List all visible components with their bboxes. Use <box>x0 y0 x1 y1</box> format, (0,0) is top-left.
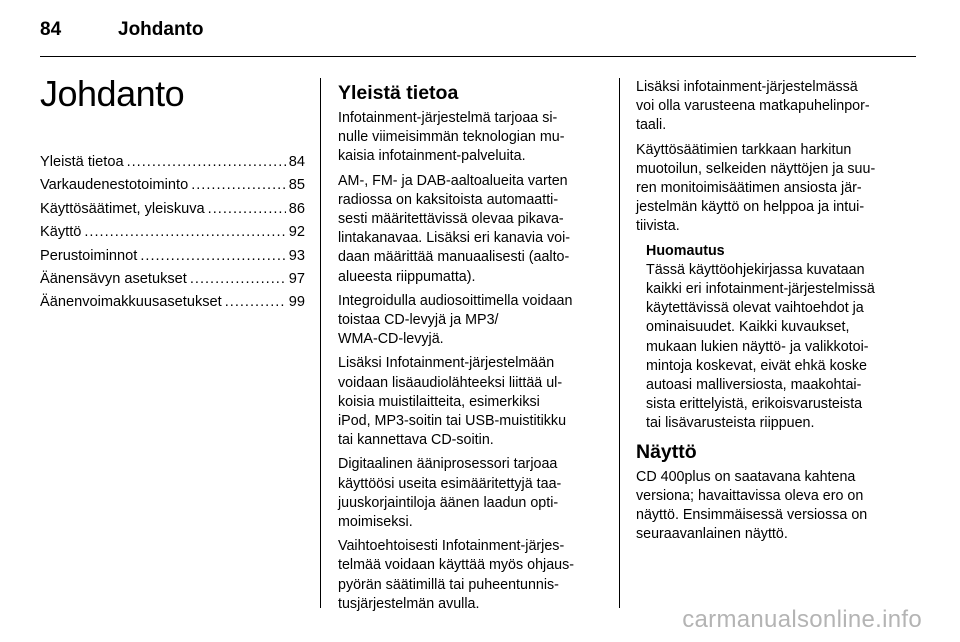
toc-leader-dots <box>225 291 286 314</box>
paragraph: Käyttösäätimien tarkkaan harkitun muotoilun, selkeiden näyttöjen ja suu- ren monitoimisäätimen ansiosta jär- jestelmän käyttö on helppoa ja intui- tiivista. <box>636 141 876 235</box>
column-rule-2 <box>619 78 620 608</box>
toc-entry-label: Käyttösäätimet, yleiskuva <box>40 200 205 217</box>
column-general-info <box>338 81 604 619</box>
toc-leader-dots <box>190 268 286 291</box>
note-title: Huomautus <box>646 242 725 259</box>
toc-entry-label: Perustoiminnot <box>40 247 138 264</box>
toc-entry[interactable] <box>40 291 305 314</box>
column-rule-1 <box>320 78 321 608</box>
paragraph: Digitaalinen ääniprosessori tarjoaa käyttöösi useita esimääritettyjä taa- juuskorjaintiloja äänen laadun opti- moimiseksi. <box>338 456 562 531</box>
toc-entry-page: 86 <box>288 200 305 217</box>
note-box <box>646 242 904 434</box>
toc-leader-dots <box>127 151 286 174</box>
toc-entry[interactable] <box>40 174 305 197</box>
note-text: Tässä käyttöohjekirjassa kuvataan kaikki eri infotainment-järjestelmissä käytettävissä olevat vaihtoehdot ja ominaisuudet. Kaikki kuvaukset, mukaan lukien näyttö- ja valikkotoi- mintoja koskevat, eivät ehkä koske autoasi malliversiosta, maakohtai- sista erittelyistä, erikoisvarusteista tai lisävarusteista riippuen. <box>646 261 875 432</box>
toc-entry-label: Varkaudenestotoiminto <box>40 177 189 194</box>
toc-leader-dots <box>84 221 285 244</box>
watermark: carmanualsonline.info <box>682 606 922 633</box>
section-heading-display: Näyttö <box>636 440 697 463</box>
paragraph: Integroidulla audiosoittimella voidaan toistaa CD-levyjä ja MP3/ WMA-CD-levyjä. <box>338 292 573 348</box>
chapter-title: Johdanto <box>40 73 185 114</box>
paragraph: Lisäksi infotainment-järjestelmässä voi olla varusteena matkapuhelinpor- taali. <box>636 79 870 134</box>
section-heading-general: Yleistä tietoa <box>338 82 459 104</box>
paragraph: AM-, FM- ja DAB-aaltoalueita varten radiossa on kaksitoista automaatti- sesti määritettävissä olevaa pikava- lintakanavaa. Lisäksi eri kanavia voi- daan määrittää manuaalisesti (aalto- alueesta riippumatta). <box>338 172 571 285</box>
toc-entry-label: Käyttö <box>40 224 82 241</box>
toc-entry[interactable] <box>40 151 305 174</box>
running-title: Johdanto <box>118 19 204 40</box>
toc-leader-dots <box>140 245 285 268</box>
paragraph: Lisäksi Infotainment-järjestelmään voidaan lisäaudiolähteeksi liittää ul- koisia muistilaitteita, esimerkiksi iPod, MP3-soitin tai USB-muistitikku tai kannettava CD-soitin. <box>338 355 567 449</box>
header-rule <box>40 56 916 57</box>
toc-entry-label: Äänensävyn asetukset <box>40 271 187 288</box>
page-number: 84 <box>40 19 62 40</box>
toc-entry[interactable] <box>40 198 305 221</box>
toc-leader-dots <box>191 174 286 197</box>
toc-entry-page: 92 <box>288 224 305 241</box>
toc-entry-page: 99 <box>288 294 305 311</box>
toc-entry-page: 93 <box>288 247 305 264</box>
paragraph: Vaihtoehtoisesti Infotainment-järjes- telmää voidaan käyttää myös ohjaus- pyörän säätimillä tai puheentunnis- tusjärjestelmän avulla. <box>338 538 575 612</box>
paragraph: CD 400plus on saatavana kahtena versiona; havaittavissa oleva ero on näyttö. Ensimmäisessä versiossa on seuraavanlainen näyttö. <box>636 468 868 543</box>
toc-leader-dots <box>208 198 286 221</box>
toc-entry-label: Yleistä tietoa <box>40 154 124 170</box>
toc-entry-page: 84 <box>288 154 305 170</box>
column-continued <box>636 78 904 549</box>
toc-entry-page: 97 <box>288 271 305 288</box>
table-of-contents <box>40 151 305 315</box>
toc-entry[interactable] <box>40 268 305 291</box>
toc-entry-page: 85 <box>288 177 305 194</box>
toc-entry[interactable] <box>40 245 305 268</box>
toc-entry[interactable] <box>40 221 305 244</box>
toc-entry-label: Äänenvoimakkuusasetukset <box>40 294 222 311</box>
paragraph: Infotainment-järjestelmä tarjoaa si- nulle viimeisimmän teknologian mu- kaisia infotainment-palveluita. <box>338 110 565 165</box>
